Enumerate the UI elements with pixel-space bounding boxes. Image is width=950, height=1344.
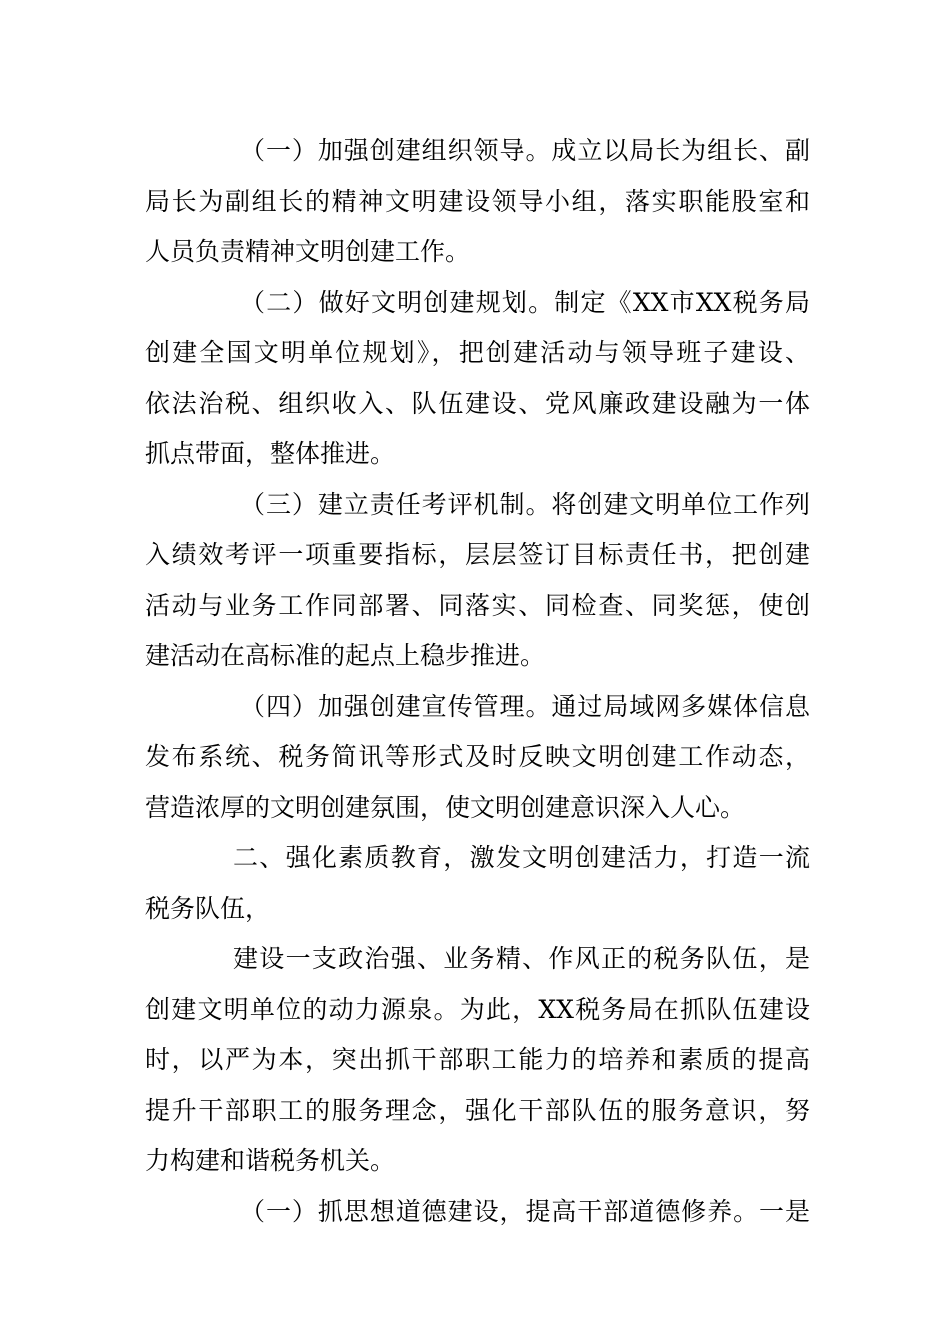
text-line: 依法治税、组织收入、队伍建设、党风廉政建设融为一体 (145, 388, 810, 418)
paragraph-5 (145, 934, 810, 1187)
text-line: 二、强化素质教育，激发文明创建活力，打造一流 (233, 843, 810, 872)
document-body (145, 126, 810, 1237)
text-line: 创建全国文明单位规划》，把创建活动与领导班子建设、 (145, 338, 810, 367)
text-line: 建设一支政治强、业务精、作风正的税务队伍，是 (233, 944, 810, 973)
text-line: （四）加强创建宣传管理。通过局域网多媒体信息 (240, 691, 810, 721)
text-line: 入绩效考评一项重要指标，层层签订目标责任书，把创建 (145, 540, 810, 569)
text-line: （三）建立责任考评机制。将创建文明单位工作列 (240, 489, 810, 519)
text-line: 建活动在高标准的起点上稳步推进。 (145, 641, 546, 670)
text-line: 创建文明单位的动力源泉。为此，XX税务局在抓队伍建设 (145, 994, 810, 1024)
text-line: 人员负责精神文明创建工作。 (145, 237, 471, 266)
paragraph-3 (145, 480, 810, 682)
text-line: 时，以严为本，突出抓干部职工能力的培养和素质的提高 (145, 1045, 810, 1074)
text-line: （二）做好文明创建规划。制定《XX市XX税务局 (240, 287, 810, 317)
section-heading (145, 833, 810, 934)
paragraph-1 (145, 126, 810, 278)
text-line: （一）抓思想道德建设，提高干部道德修养。一是 (240, 1196, 810, 1226)
text-line: 税务队伍， (145, 893, 271, 923)
text-line: 营造浓厚的文明创建氛围，使文明创建意识深入人心。 (145, 792, 746, 822)
text-line: 抓点带面，整体推进。 (145, 439, 396, 468)
text-line: 力构建和谐税务机关。 (145, 1146, 396, 1175)
text-line: 活动与业务工作同部署、同落实、同检查、同奖惩，使创 (145, 590, 810, 620)
text-line: 局长为副组长的精神文明建设领导小组，落实职能股室和 (145, 186, 810, 216)
text-line: 发布系统、税务简讯等形式及时反映文明创建工作动态， (145, 742, 810, 771)
text-line: 提升干部职工的服务理念，强化干部队伍的服务意识，努 (145, 1095, 810, 1125)
paragraph-2 (145, 278, 810, 480)
paragraph-6 (145, 1187, 810, 1238)
paragraph-4 (145, 682, 810, 834)
text-line: （一）加强创建组织领导。成立以局长为组长、副 (240, 136, 810, 165)
